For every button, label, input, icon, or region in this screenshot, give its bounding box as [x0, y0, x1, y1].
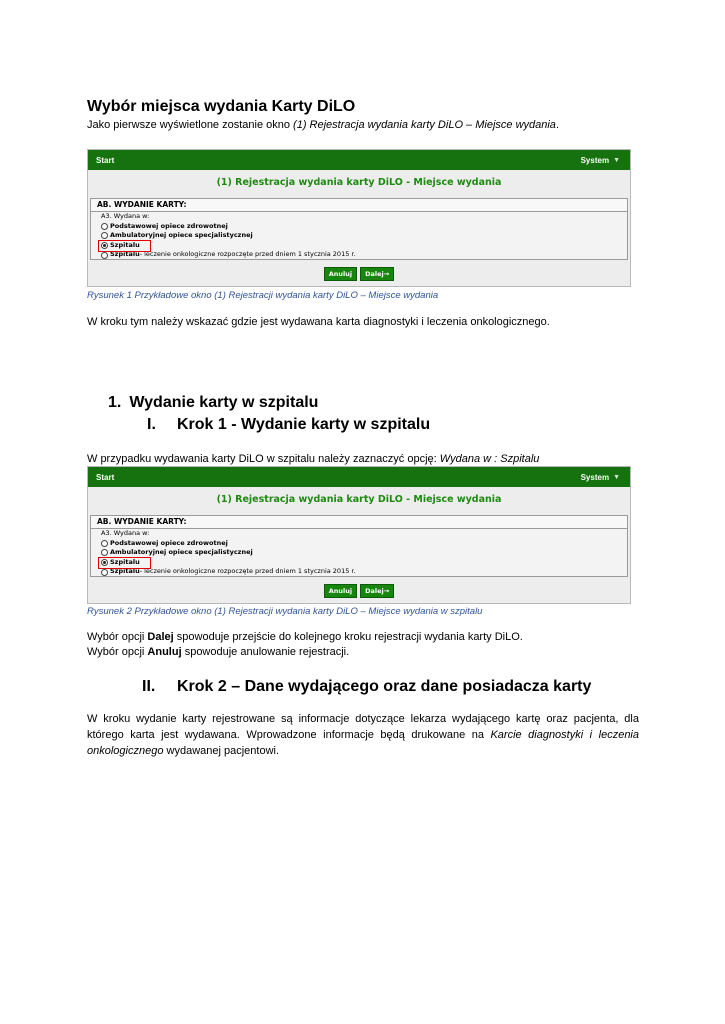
intro-window-name: (1) Rejestracja wydania karty DiLO – Miejsce wydania	[293, 119, 556, 131]
radio-icon[interactable]	[101, 252, 108, 259]
panel-heading: AB. WYDANIE KARTY:	[91, 516, 627, 529]
app-topbar	[88, 150, 630, 170]
cancel-button[interactable]: Anuluj	[324, 584, 357, 598]
start-link[interactable]: Start	[96, 472, 115, 482]
system-label: System	[580, 472, 610, 482]
button-row	[88, 267, 630, 281]
screenshot-figure-1	[87, 149, 631, 287]
card-issue-panel	[90, 515, 628, 577]
intro-suffix: .	[555, 119, 559, 131]
system-menu[interactable]	[581, 473, 620, 482]
start-link[interactable]: Start	[96, 155, 115, 165]
system-menu[interactable]	[581, 156, 620, 165]
section-heading-1: 1. Wydanie karty w szpitalu	[108, 394, 319, 411]
paragraph-next: Wybór opcji Dalej spowoduje przejście do kolejnego kroku rejestracji wydania karty DiLO.	[87, 631, 523, 643]
radio-icon[interactable]	[101, 540, 108, 547]
window-title: (1) Rejestracja wydania karty DiLO - Miejsce wydania	[216, 494, 502, 505]
system-label: System	[580, 155, 610, 165]
radio-icon[interactable]	[101, 232, 108, 239]
chevron-down-icon: ▼	[613, 473, 620, 481]
option-podstawowa[interactable]: Podstawowej opiece zdrowotnej	[101, 222, 627, 232]
paragraph-location: W kroku tym należy wskazać gdzie jest wydawana karta diagnostyki i leczenia onkologicznego.	[87, 316, 550, 328]
next-button[interactable]: Dalej→	[360, 584, 394, 598]
paragraph-step2-line3: onkologicznego wydawanej pacjentowi.	[87, 745, 280, 757]
paragraph-step2-line2: którego karta jest wydawana. Wprowadzone informacje będą drukowane na Karcie diagnostyki i leczenia	[87, 729, 639, 741]
option-szpital-onkologia[interactable]: Szpitalu - leczenie onkologiczne rozpoczęte przed dniem 1 stycznia 2015 r.	[101, 250, 627, 260]
option-ambulatoryjna[interactable]: Ambulatoryjnej opiece specjalistycznej	[101, 231, 627, 241]
option-podstawowa[interactable]: Podstawowej opiece zdrowotnej	[101, 539, 627, 549]
cancel-button[interactable]: Anuluj	[324, 267, 357, 281]
intro-paragraph	[87, 118, 559, 132]
step-heading-1: I. Krok 1 - Wydanie karty w szpitalu	[147, 416, 431, 433]
window-title: (1) Rejestracja wydania karty DiLO - Miejsce wydania	[216, 177, 502, 188]
next-button[interactable]: Dalej→	[360, 267, 394, 281]
panel-heading: AB. WYDANIE KARTY:	[91, 199, 627, 212]
card-issue-panel	[90, 198, 628, 260]
step-heading-2: II. Krok 2 – Dane wydającego oraz dane posiadacza karty	[142, 678, 592, 695]
issue-place-options	[91, 212, 627, 260]
option-ambulatoryjna[interactable]: Ambulatoryjnej opiece specjalistycznej	[101, 548, 627, 558]
intro-prefix: Jako pierwsze wyświetlone zostanie okno	[87, 119, 294, 131]
figure-caption-1: Rysunek 1 Przykładowe okno (1) Rejestracji wydania karty DiLO – Miejsce wydania	[87, 290, 439, 301]
issue-place-options	[91, 529, 627, 577]
option-szpital[interactable]: Szpitalu	[101, 558, 627, 568]
radio-icon[interactable]	[101, 223, 108, 230]
paragraph-hospital-option: W przypadku wydawania karty DiLO w szpitalu należy zaznaczyć opcję: Wydana w : Szpitalu	[87, 453, 540, 465]
paragraph-step2-line1: W kroku wydanie karty rejestrowane są informacje dotyczące lekarza wydającego kartę oraz pacjenta, dla	[87, 713, 639, 725]
button-row	[88, 584, 630, 598]
option-szpital-onkologia[interactable]: Szpitalu - leczenie onkologiczne rozpoczęte przed dniem 1 stycznia 2015 r.	[101, 567, 627, 577]
app-topbar	[88, 467, 630, 487]
radio-icon[interactable]	[101, 569, 108, 576]
field-label: A3. Wydana w:	[101, 529, 150, 537]
figure-caption-2: Rysunek 2 Przykładowe okno (1) Rejestracji wydania karty DiLO – Miejsce wydania w szpitalu	[87, 606, 483, 617]
field-label: A3. Wydana w:	[101, 212, 150, 220]
chevron-down-icon: ▼	[613, 156, 620, 164]
screenshot-figure-2	[87, 466, 631, 604]
page-heading: Wybór miejsca wydania Karty DiLO	[87, 98, 356, 115]
option-szpital[interactable]: Szpitalu	[101, 241, 627, 251]
radio-icon[interactable]	[101, 549, 108, 556]
paragraph-cancel: Wybór opcji Anuluj spowoduje anulowanie rejestracji.	[87, 646, 350, 658]
